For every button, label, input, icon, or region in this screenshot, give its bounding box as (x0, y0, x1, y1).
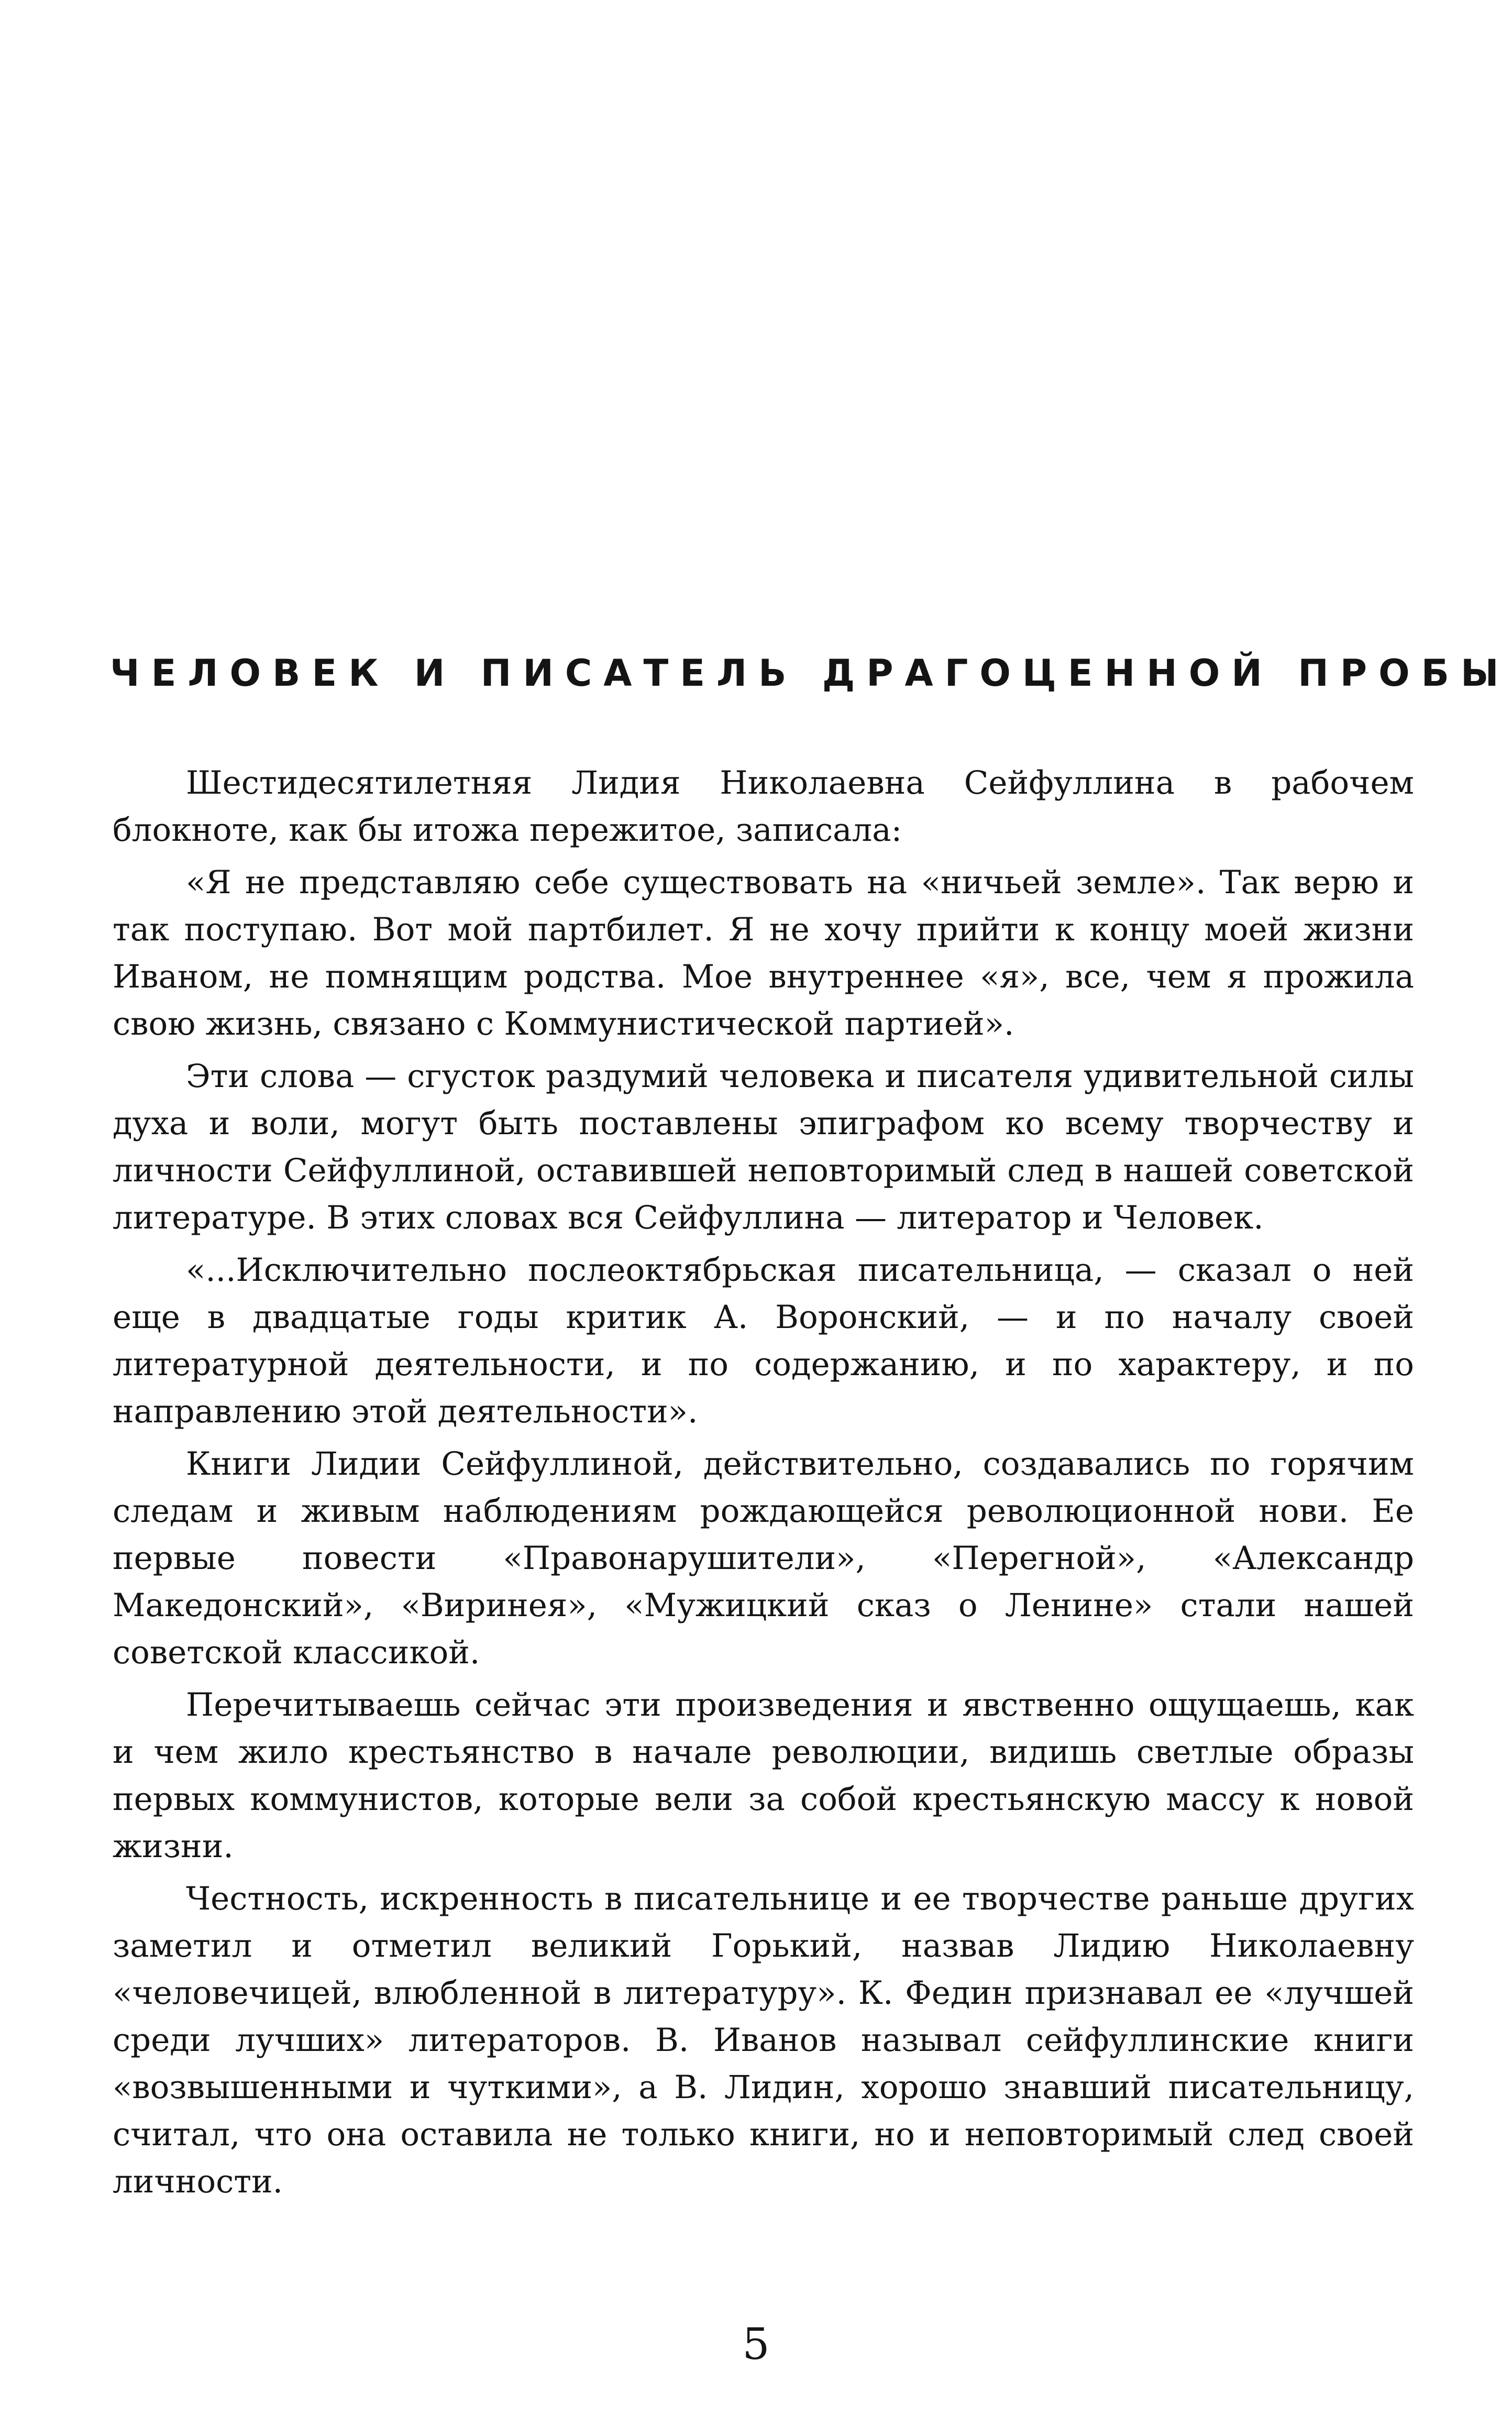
paragraph: «Я не представляю себе существовать на «ничьей земле». Так верю и так поступаю. Вот мой партбилет. Я не хочу прийти к концу моей жизни Иваном, не помнящим родства. Мое внутреннее «я», все, чем я прожила свою жизнь, связано с Коммунистической партией». (113, 864, 1414, 1043)
paragraph: Честность, искренность в писательнице и ее творчестве раньше других заметил и отметил великий Горький, назвав Лидию Николаевну «человечицей, влюбленной в литературу». К. Федин признавал ее «лучшей среди лучших» литераторов. В. Иванов называл сейфуллинские книги «возвышенными и чуткими», а В. Лидин, хорошо знавший писательницу, считал, что она оставила не только книги, но и неповторимый след своей личности. (113, 1880, 1414, 2200)
paragraph: Перечитываешь сейчас эти произведения и явственно ощущаешь, как и чем жило крестьянство в начале революции, видишь светлые образы первых коммунистов, которые вели за собой крестьянскую массу к новой жизни. (113, 1686, 1414, 1865)
paragraph: Эти слова — сгусток раздумий человека и писателя удивительной силы духа и воли, могут быть поставлены эпиграфом ко всему творчеству и личности Сейфуллиной, оставившей неповторимый след в нашей советской литературе. В этих словах вся Сейфуллина — литератор и Человек. (113, 1058, 1414, 1236)
paragraph: «...Исключительно послеоктябрьская писательница, — сказал о ней еще в двадцатые годы критик А. Воронский, — и по началу своей литературной деятельности, и по содержанию, и по характеру, и по направлению этой деятельности». (113, 1252, 1414, 1430)
page-number: 5 (742, 2320, 770, 2369)
paragraph: Шестидесятилетняя Лидия Николаевна Сейфуллина в рабочем блокноте, как бы итожа пережитое, записала: (113, 764, 1414, 849)
chapter-body (113, 760, 1414, 2211)
paragraph: Книги Лидии Сейфуллиной, действительно, создавались по горячим следам и живым наблюдениям рождающейся революционной нови. Ее первые повести «Правонарушители», «Перегной», «Александр Македонский», «Виринея», «Мужицкий сказ о Ленине» стали нашей советской классикой. (113, 1445, 1414, 1671)
chapter-title: ЧЕЛОВЕК И ПИСАТЕЛЬ ДРАГОЦЕННОЙ ПРОБЫ (110, 652, 1510, 695)
